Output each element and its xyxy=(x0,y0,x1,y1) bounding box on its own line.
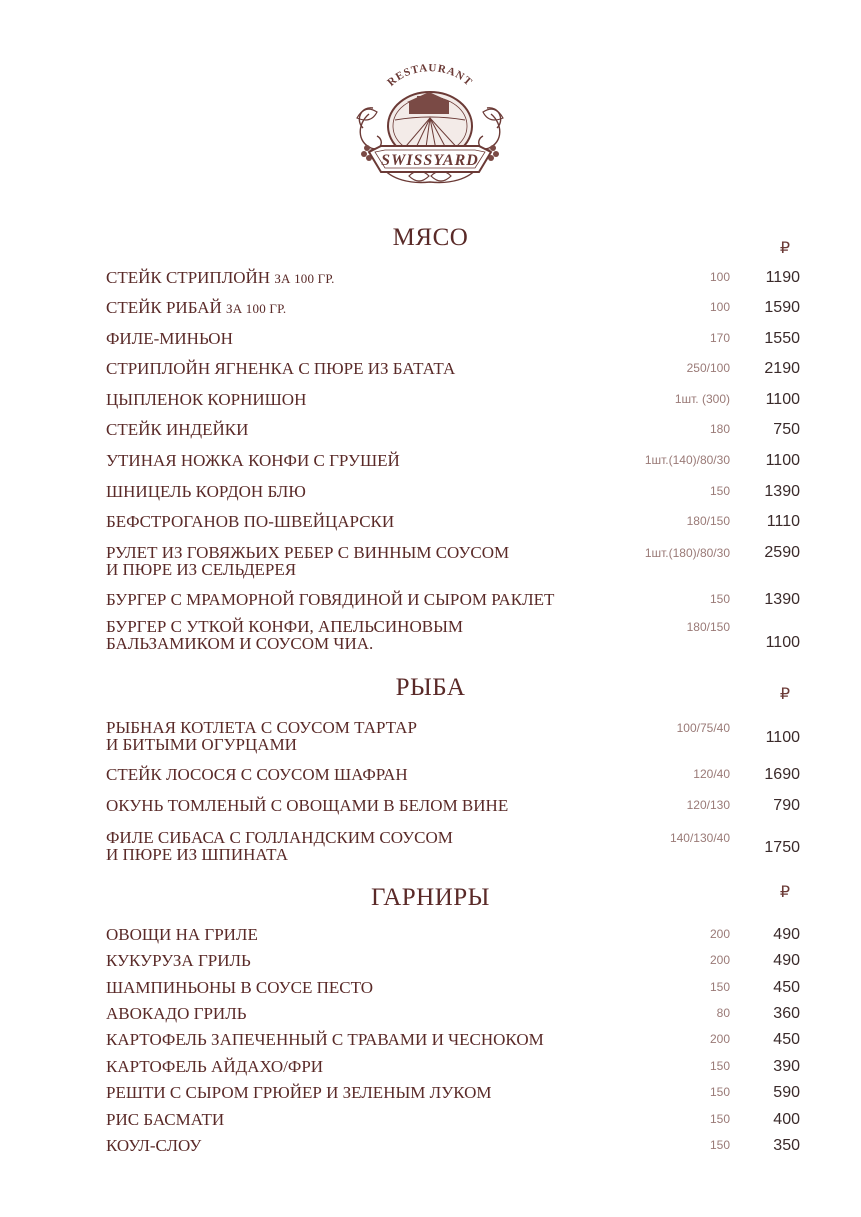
item-weight: 150 xyxy=(709,1112,730,1126)
item-name xyxy=(106,391,626,408)
item-name xyxy=(106,979,626,996)
item-weight: 100/75/40 xyxy=(676,721,730,735)
currency-symbol: ₽ xyxy=(779,882,791,901)
item-price: 1390 xyxy=(764,483,800,500)
item-price: 390 xyxy=(773,1058,800,1075)
item-weight: 120/40 xyxy=(693,767,730,781)
item-note: ЗА 100 ГР. xyxy=(226,301,287,316)
item-weight: 150 xyxy=(709,484,730,498)
item-name xyxy=(106,1058,626,1075)
item-price: 360 xyxy=(773,1005,800,1022)
item-name-text: КАРТОФЕЛЬ АЙДАХО/ФРИ xyxy=(106,1057,324,1076)
item-name-text: КАРТОФЕЛЬ ЗАПЕЧЕННЫЙ С ТРАВАМИ И ЧЕСНОКОМ xyxy=(106,1030,544,1049)
item-name xyxy=(106,719,626,753)
item-price: 1110 xyxy=(766,513,800,530)
item-weight: 180/150 xyxy=(686,514,730,528)
currency-symbol: ₽ xyxy=(779,238,791,257)
item-name xyxy=(106,483,626,500)
item-name xyxy=(106,269,626,287)
item-name-text: АВОКАДО ГРИЛЬ xyxy=(106,1004,247,1023)
item-name-text: СТЕЙК ЛОСОСЯ С СОУСОМ ШАФРАН xyxy=(106,765,408,784)
item-weight: 150 xyxy=(709,1059,730,1073)
item-weight: 250/100 xyxy=(686,361,730,375)
item-name xyxy=(106,618,626,652)
item-name-text: СТРИПЛОЙН ЯГНЕНКА С ПЮРЕ ИЗ БАТАТА xyxy=(106,359,456,378)
item-weight: 80 xyxy=(716,1006,730,1020)
item-price: 790 xyxy=(773,797,800,814)
item-name xyxy=(106,1111,626,1128)
item-name-text: УТИНАЯ НОЖКА КОНФИ С ГРУШЕЙ xyxy=(106,451,400,470)
item-price: 1190 xyxy=(765,269,800,286)
item-price: 1100 xyxy=(765,452,800,469)
item-weight: 1шт.(140)/80/30 xyxy=(644,453,730,467)
item-price: 400 xyxy=(773,1111,800,1128)
item-name-text: ШНИЦЕЛЬ КОРДОН БЛЮ xyxy=(106,482,306,501)
item-weight: 120/130 xyxy=(686,798,730,812)
item-name-text: СТЕЙК СТРИПЛОЙН xyxy=(106,268,271,287)
item-weight: 100 xyxy=(709,300,730,314)
logo-top-text: RESTAURANT xyxy=(385,62,475,89)
item-price: 1750 xyxy=(764,839,800,856)
item-weight: 150 xyxy=(709,980,730,994)
restaurant-logo xyxy=(351,56,509,191)
item-name xyxy=(106,1005,626,1022)
item-weight: 180 xyxy=(709,422,730,436)
item-weight: 200 xyxy=(709,927,730,941)
item-name xyxy=(106,829,626,863)
item-name xyxy=(106,926,626,943)
item-name-text: РЕШТИ С СЫРОМ ГРЮЙЕР И ЗЕЛЕНЫМ ЛУКОМ xyxy=(106,1083,492,1102)
item-weight: 180/150 xyxy=(686,620,730,634)
item-name-text: ФИЛЕ-МИНЬОН xyxy=(106,329,233,348)
item-name xyxy=(106,1084,626,1101)
item-price: 1590 xyxy=(764,299,800,316)
item-name xyxy=(106,952,626,969)
item-name-text: ОКУНЬ ТОМЛЕНЫЙ С ОВОЩАМИ В БЕЛОМ ВИНЕ xyxy=(106,796,509,815)
item-price: 1100 xyxy=(765,634,800,651)
item-name-text: БУРГЕР С УТКОЙ КОНФИ, АПЕЛЬСИНОВЫМ БАЛЬЗАМИКОМ И СОУСОМ ЧИА. xyxy=(106,617,464,653)
item-name xyxy=(106,513,626,530)
item-name-text: КОУЛ-СЛОУ xyxy=(106,1136,202,1155)
item-price: 490 xyxy=(773,952,800,969)
item-name xyxy=(106,766,626,783)
item-price: 2590 xyxy=(764,544,800,561)
item-price: 2190 xyxy=(764,360,800,377)
item-name xyxy=(106,330,626,347)
logo-banner-text: SWISSYARD xyxy=(381,152,479,169)
item-name-text: РУЛЕТ ИЗ ГОВЯЖЬИХ РЕБЕР С ВИННЫМ СОУСОМ И ПЮРЕ ИЗ СЕЛЬДЕРЕЯ xyxy=(106,543,510,579)
section-title: РЫБА xyxy=(395,674,466,701)
item-name-text: ОВОЩИ НА ГРИЛЕ xyxy=(106,925,258,944)
item-note: ЗА 100 ГР. xyxy=(274,271,335,286)
section-title: МЯСО xyxy=(392,224,469,251)
item-name xyxy=(106,1031,626,1048)
item-name-text: ЦЫПЛЕНОК КОРНИШОН xyxy=(106,390,307,409)
item-name xyxy=(106,591,626,608)
item-name-text: РИС БАСМАТИ xyxy=(106,1110,225,1129)
item-name-text: ФИЛЕ СИБАСА С ГОЛЛАНДСКИМ СОУСОМ И ПЮРЕ ИЗ ШПИНАТА xyxy=(106,828,453,864)
item-name-text: СТЕЙК ИНДЕЙКИ xyxy=(106,420,249,439)
item-weight: 140/130/40 xyxy=(669,831,730,845)
item-name xyxy=(106,797,626,814)
item-price: 450 xyxy=(773,1031,800,1048)
item-name xyxy=(106,360,626,377)
item-weight: 1шт.(180)/80/30 xyxy=(644,546,730,560)
item-price: 590 xyxy=(773,1084,800,1101)
section-title: ГАРНИРЫ xyxy=(370,884,490,911)
item-weight: 150 xyxy=(709,592,730,606)
item-name xyxy=(106,1137,626,1154)
item-name xyxy=(106,452,626,469)
item-price: 1100 xyxy=(765,391,800,408)
item-weight: 170 xyxy=(709,331,730,345)
item-name-text: БУРГЕР С МРАМОРНОЙ ГОВЯДИНОЙ И СЫРОМ РАКЛЕТ xyxy=(106,590,555,609)
item-name-text: РЫБНАЯ КОТЛЕТА С СОУСОМ ТАРТАР И БИТЫМИ ОГУРЦАМИ xyxy=(106,718,417,754)
currency-symbol: ₽ xyxy=(779,684,791,703)
item-name xyxy=(106,544,626,578)
item-price: 1100 xyxy=(765,729,800,746)
item-name-text: КУКУРУЗА ГРИЛЬ xyxy=(106,951,251,970)
item-name-text: БЕФСТРОГАНОВ ПО-ШВЕЙЦАРСКИ xyxy=(106,512,395,531)
item-price: 490 xyxy=(773,926,800,943)
item-price: 750 xyxy=(773,421,800,438)
item-name-text: ШАМПИНЬОНЫ В СОУСЕ ПЕСТО xyxy=(106,978,374,997)
item-price: 1690 xyxy=(764,766,800,783)
item-name xyxy=(106,299,626,317)
item-weight: 200 xyxy=(709,953,730,967)
svg-text:RESTAURANT xyxy=(385,62,474,89)
item-name xyxy=(106,421,626,438)
item-price: 1550 xyxy=(764,330,800,347)
item-price: 1390 xyxy=(764,591,800,608)
item-weight: 150 xyxy=(709,1138,730,1152)
item-weight: 200 xyxy=(709,1032,730,1046)
item-weight: 100 xyxy=(709,270,730,284)
item-price: 350 xyxy=(773,1137,800,1154)
item-weight: 1шт. (300) xyxy=(674,392,730,406)
item-price: 450 xyxy=(773,979,800,996)
item-name-text: СТЕЙК РИБАЙ xyxy=(106,298,222,317)
item-weight: 150 xyxy=(709,1085,730,1099)
